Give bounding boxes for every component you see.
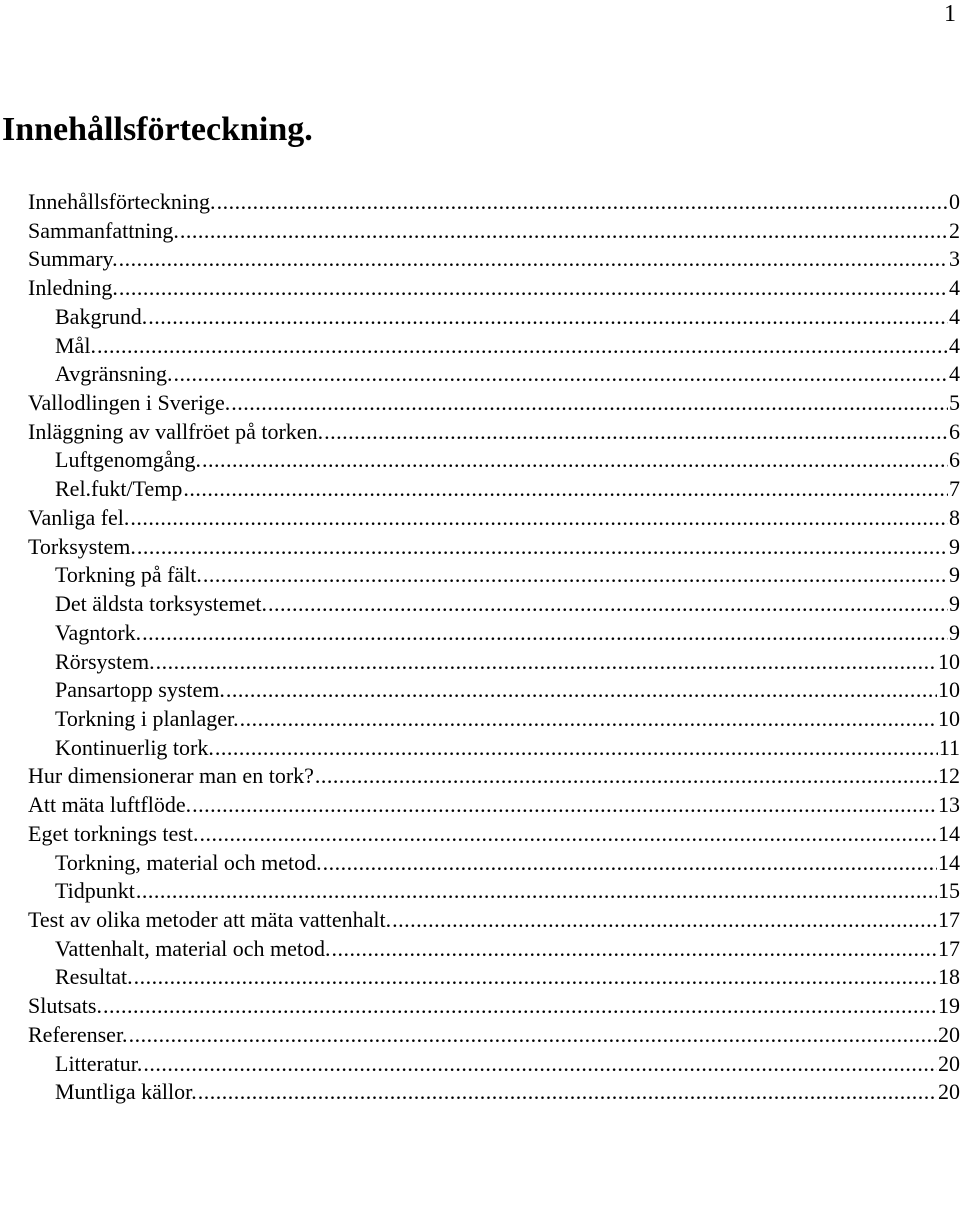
toc-entry-label: Innehållsförteckning.	[28, 189, 216, 214]
toc-dot-leader	[137, 533, 948, 561]
toc-dot-leader	[315, 762, 937, 790]
table-of-contents	[28, 188, 960, 1107]
toc-entry-page: 18	[938, 964, 960, 990]
toc-entry-page: 17	[938, 906, 960, 932]
toc-entry-page: 0	[949, 189, 960, 214]
toc-entry-label: Rörsystem.	[55, 648, 155, 674]
toc-entry-label: Mål.	[55, 332, 96, 358]
toc-dot-leader	[103, 992, 937, 1020]
toc-entry-page: 6	[949, 418, 960, 444]
toc-entry[interactable]	[28, 963, 960, 992]
toc-entry[interactable]	[28, 418, 960, 447]
toc-dot-leader	[136, 877, 937, 905]
toc-dot-leader	[183, 475, 948, 503]
toc-dot-leader	[198, 1078, 937, 1106]
page-title: Innehållsförteckning.	[2, 111, 313, 148]
toc-dot-leader	[97, 332, 948, 360]
toc-dot-leader	[215, 734, 938, 762]
toc-dot-leader	[129, 1021, 937, 1049]
toc-entry-label: Eget torknings test.	[28, 820, 199, 846]
toc-entry-label: Hur dimensionerar man en tork?	[28, 763, 314, 789]
toc-entry[interactable]	[28, 446, 960, 475]
toc-entry[interactable]	[28, 590, 960, 619]
toc-entry-page: 2	[949, 217, 960, 243]
toc-dot-leader	[192, 791, 937, 819]
toc-entry[interactable]	[28, 217, 960, 246]
toc-entry-page: 9	[949, 591, 960, 617]
toc-dot-leader	[240, 705, 937, 733]
toc-entry-page: 14	[938, 849, 960, 875]
toc-entry[interactable]	[28, 734, 960, 763]
toc-entry-page: 3	[949, 246, 960, 272]
toc-entry-page: 10	[938, 677, 960, 703]
toc-entry[interactable]	[28, 619, 960, 648]
toc-entry-label: Pansartopp system.	[55, 677, 225, 703]
toc-entry-label: Kontinuerlig tork.	[55, 734, 214, 760]
toc-dot-leader	[226, 676, 937, 704]
toc-entry-page: 19	[938, 993, 960, 1019]
toc-entry[interactable]	[28, 849, 960, 878]
toc-entry-page: 4	[949, 303, 960, 329]
toc-entry-page: 10	[938, 648, 960, 674]
toc-entry-page: 5	[949, 390, 960, 416]
toc-entry-label: Rel.fukt/Temp	[55, 476, 183, 502]
toc-dot-leader	[231, 389, 948, 417]
toc-entry-label: Muntliga källor.	[55, 1079, 197, 1105]
toc-entry[interactable]	[28, 935, 960, 964]
toc-entry[interactable]	[28, 389, 960, 418]
toc-entry-label: Summary.	[28, 246, 118, 272]
toc-entry[interactable]	[28, 676, 960, 705]
toc-entry-page: 7	[949, 476, 960, 502]
toc-entry-label: Avgränsning.	[55, 361, 173, 387]
toc-entry-page: 9	[949, 619, 960, 645]
toc-entry-page: 17	[938, 935, 960, 961]
toc-entry-label: Resultat.	[55, 964, 133, 990]
toc-entry-page: 14	[938, 820, 960, 846]
toc-entry[interactable]	[28, 906, 960, 935]
toc-entry-page: 20	[938, 1079, 960, 1105]
toc-entry-label: Sammanfattning.	[28, 217, 179, 243]
toc-entry-label: Luftgenomgång.	[55, 447, 202, 473]
toc-entry-page: 8	[949, 504, 960, 530]
toc-entry-page: 6	[949, 447, 960, 473]
toc-dot-leader	[148, 303, 948, 331]
toc-entry-label: Tidpunkt	[55, 878, 135, 904]
toc-entry-label: Torkning i planlager.	[55, 705, 239, 731]
toc-entry-label: Referenser.	[28, 1021, 128, 1047]
toc-entry[interactable]	[28, 561, 960, 590]
toc-dot-leader	[142, 619, 948, 647]
toc-entry[interactable]	[28, 303, 960, 332]
toc-entry[interactable]	[28, 1050, 960, 1079]
toc-entry-page: 4	[949, 361, 960, 387]
toc-entry-page: 4	[949, 332, 960, 358]
toc-entry[interactable]	[28, 332, 960, 361]
toc-entry-label: Inläggning av vallfröet på torken.	[28, 418, 324, 444]
toc-entry-label: Torksystem.	[28, 533, 136, 559]
toc-entry-page: 9	[949, 533, 960, 559]
toc-dot-leader	[180, 217, 948, 245]
toc-entry-label: Vagntork.	[55, 619, 142, 645]
toc-entry[interactable]	[28, 504, 960, 533]
toc-dot-leader	[199, 820, 937, 848]
toc-entry-page: 9	[949, 562, 960, 588]
toc-entry-label: Vallodlingen i Sverige.	[28, 390, 231, 416]
toc-entry[interactable]	[28, 992, 960, 1021]
toc-entry-page: 4	[949, 275, 960, 301]
toc-entry-page: 15	[938, 878, 960, 904]
toc-entry[interactable]	[28, 820, 960, 849]
toc-entry[interactable]	[28, 274, 960, 303]
toc-entry-label: Test av olika metoder att mäta vattenhalt.	[28, 906, 392, 932]
toc-entry[interactable]	[28, 475, 960, 504]
toc-entry-label: Litteratur.	[55, 1050, 143, 1076]
toc-entry[interactable]	[28, 648, 960, 677]
toc-entry-label: Vanliga fel.	[28, 504, 130, 530]
toc-entry[interactable]	[28, 188, 960, 217]
toc-dot-leader	[392, 906, 937, 934]
toc-dot-leader	[203, 561, 948, 589]
toc-entry-label: Slutsats.	[28, 993, 102, 1019]
toc-dot-leader	[119, 274, 948, 302]
toc-entry-page: 20	[938, 1050, 960, 1076]
toc-entry-label: Torkning på fält.	[55, 562, 202, 588]
toc-dot-leader	[217, 188, 948, 216]
toc-dot-leader	[324, 418, 948, 446]
toc-entry-page: 13	[938, 792, 960, 818]
toc-entry[interactable]	[28, 762, 960, 791]
toc-dot-leader	[130, 504, 948, 532]
toc-entry-page: 10	[938, 705, 960, 731]
toc-dot-leader	[143, 1050, 937, 1078]
toc-entry-label: Att mäta luftflöde.	[28, 792, 192, 818]
toc-dot-leader	[156, 648, 937, 676]
toc-dot-leader	[202, 446, 948, 474]
toc-entry-label: Vattenhalt, material och metod.	[55, 935, 331, 961]
toc-dot-leader	[323, 849, 937, 877]
toc-entry-label: Bakgrund.	[55, 303, 148, 329]
toc-entry-page: 20	[938, 1021, 960, 1047]
toc-dot-leader	[134, 963, 937, 991]
toc-entry[interactable]	[28, 791, 960, 820]
toc-entry[interactable]	[28, 245, 960, 274]
page-number: 1	[944, 1, 956, 27]
toc-entry[interactable]	[28, 360, 960, 389]
toc-entry-label: Inledning.	[28, 275, 118, 301]
toc-entry-page: 12	[938, 763, 960, 789]
toc-dot-leader	[119, 245, 948, 273]
toc-dot-leader	[332, 935, 937, 963]
toc-entry-page: 11	[938, 734, 960, 760]
toc-dot-leader	[174, 360, 948, 388]
toc-entry[interactable]	[28, 877, 960, 906]
toc-entry[interactable]	[28, 1078, 960, 1107]
toc-entry-label: Torkning, material och metod.	[55, 849, 322, 875]
toc-dot-leader	[268, 590, 948, 618]
toc-entry[interactable]	[28, 705, 960, 734]
toc-entry[interactable]	[28, 1021, 960, 1050]
toc-entry[interactable]	[28, 533, 960, 562]
toc-entry-label: Det äldsta torksystemet.	[55, 591, 268, 617]
